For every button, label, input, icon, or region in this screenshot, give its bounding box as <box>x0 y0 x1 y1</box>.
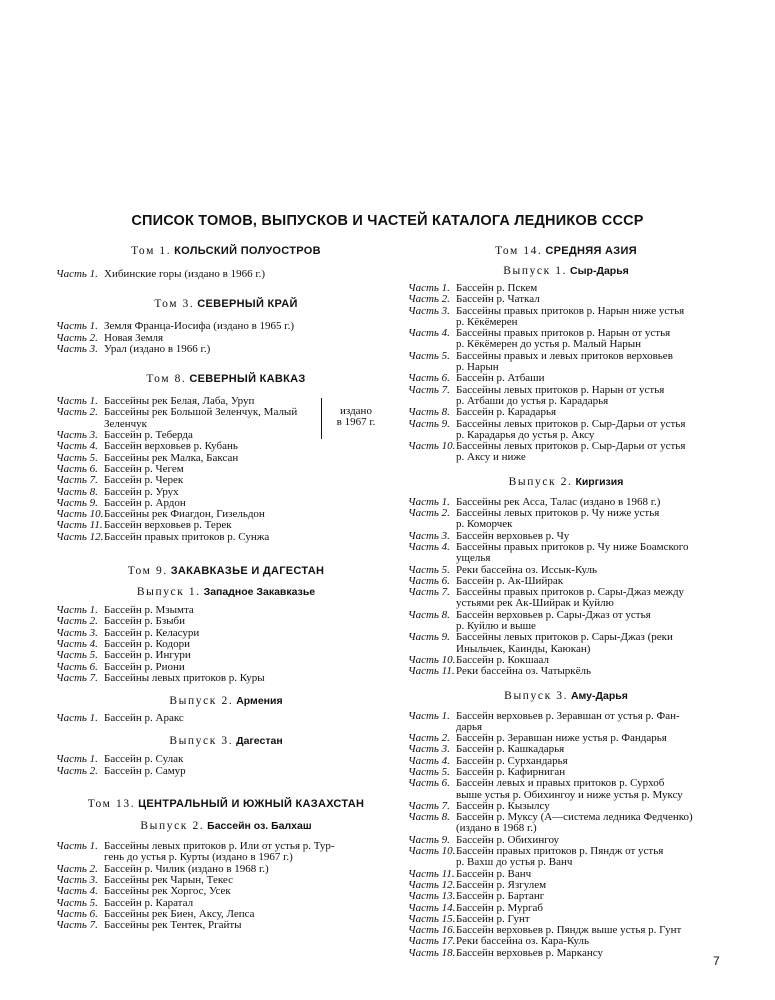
part-text: Бассейн р. Бзыби <box>104 615 186 628</box>
part-label: Часть 2. <box>56 331 98 344</box>
issue-heading <box>56 585 396 599</box>
part-text: Бассейн р. Чегем <box>104 462 184 475</box>
issue-parts <box>56 713 396 724</box>
volume-number: Том 9. <box>127 565 168 578</box>
part-text: р. Атбаши до устья р. Карадарья <box>456 394 609 407</box>
list-item <box>56 616 396 627</box>
left-column <box>56 244 396 931</box>
part-label: Часть 2. <box>408 507 450 520</box>
part-label <box>56 852 104 863</box>
part-label: Часть 6. <box>56 907 98 920</box>
part-text: Бассейны правых притоков р. Чу ниже Боамского <box>456 540 689 553</box>
part-label: Часть 3. <box>408 743 450 756</box>
part-text: Бассейн верховьев р. Чу <box>456 529 570 542</box>
part-text: Бассейны левых притоков р. Или от устья р. Тур- <box>104 840 335 853</box>
part-text: Бассейн р. Теберда <box>104 429 193 442</box>
part-text: Бассейн р. Урух <box>104 485 179 498</box>
part-label <box>408 452 456 463</box>
issue-heading <box>408 264 724 278</box>
part-label: Часть 6. <box>408 574 450 587</box>
part-text: Бассейн р. Чилик (издано в 1968 г.) <box>104 862 269 875</box>
list-item <box>408 632 724 643</box>
issue-number: Выпуск 1. <box>503 265 568 277</box>
part-label: Часть 14. <box>408 901 456 914</box>
part-label <box>408 519 456 530</box>
part-text: Бассейн правых притоков р. Сунжа <box>104 530 270 543</box>
part-text: Бассейн р. Риони <box>104 660 185 673</box>
part-label: Часть 1. <box>408 495 450 508</box>
part-label: Часть 18. <box>408 946 456 959</box>
part-label: Часть 2. <box>408 293 450 306</box>
part-text: Бассейны рек Биен, Аксу, Лепса <box>104 907 255 920</box>
part-label: Часть 11. <box>56 519 103 532</box>
part-label: Часть 6. <box>408 777 450 790</box>
volume-heading <box>56 372 396 386</box>
part-label: Часть 10. <box>408 653 456 666</box>
part-label: Часть 5. <box>56 896 98 909</box>
issue-number: Выпуск 2. <box>508 475 573 488</box>
part-label: Часть 4. <box>408 327 450 340</box>
part-text: Бассейн р. Муксу (А—система ледника Федченко) <box>456 811 693 824</box>
volume-parts <box>56 269 396 280</box>
part-label: Часть 1. <box>408 709 450 722</box>
part-label: Часть 5. <box>408 349 450 362</box>
list-item <box>56 886 396 897</box>
part-text: Бассейны левых притоков р. Нарын от устья <box>456 383 665 396</box>
part-text: дарья <box>456 720 483 733</box>
volume-heading <box>56 797 396 811</box>
part-text: Бассейны рек Большой Зеленчук, Малый <box>104 406 298 419</box>
part-text: Бассейн р. Кызылсу <box>456 799 550 812</box>
part-text: Бассейн р. Атбаши <box>456 372 545 385</box>
part-text: Бассейны левых притоков р. Сыр-Дарьи от устья <box>456 417 686 430</box>
bracket-note-line: издано <box>340 405 372 418</box>
part-text: Бассейны левых притоков р. Чу ниже устья <box>456 507 660 520</box>
part-text: Бассейн р. Ингури <box>104 649 191 662</box>
issue-parts <box>408 283 724 464</box>
issue-heading <box>56 819 396 833</box>
volume-name: СЕВЕРНЫЙ КРАЙ <box>197 298 298 311</box>
part-label: Часть 5. <box>56 451 98 464</box>
part-label: Часть 7. <box>56 474 98 487</box>
part-text: Бассейны рек Хоргос, Усек <box>104 885 231 898</box>
part-label: Часть 11. <box>408 867 455 880</box>
issue-name: Западное Закавказье <box>203 586 316 599</box>
part-label: Часть 6. <box>56 660 98 673</box>
part-text: ущелья <box>456 552 491 565</box>
part-text: Бассейны правых притоков р. Нарын от устья <box>456 327 671 340</box>
part-label: Часть 1. <box>56 395 98 408</box>
part-label: Часть 12. <box>408 878 456 891</box>
part-text: Бассейн р. Ванч <box>456 867 532 880</box>
volume-heading <box>56 297 396 311</box>
part-text: Бассейны рек Тентек, Ргайты <box>104 919 242 932</box>
part-label: Часть 4. <box>56 637 98 650</box>
issue-parts <box>408 497 724 678</box>
part-label: Часть 16. <box>408 924 456 937</box>
part-text: Бассейны левых притоков р. Сары-Джаз (реки <box>456 631 673 644</box>
volume-number: Том 1. <box>131 245 172 257</box>
part-text: Хибинские горы (издано в 1966 г.) <box>104 268 266 280</box>
part-label: Часть 3. <box>408 304 450 317</box>
issue-heading <box>56 734 396 748</box>
part-text: Бассейн р. Ардон <box>104 496 186 509</box>
part-label: Часть 7. <box>408 799 450 812</box>
volume-parts <box>56 321 396 355</box>
issue-name: Сыр-Дарья <box>570 265 629 277</box>
part-label <box>408 857 456 868</box>
part-text: Бассейн верховьев р. Терек <box>104 519 232 532</box>
list-item <box>56 441 396 452</box>
part-text: (издано в 1968 г.) <box>456 822 537 835</box>
list-item <box>56 475 396 486</box>
part-text: р. Куйлю и выше <box>456 620 536 633</box>
list-item <box>408 407 724 418</box>
part-label: Часть 7. <box>56 919 98 932</box>
part-label: Часть 9. <box>408 417 450 430</box>
part-label: Часть 5. <box>408 765 450 778</box>
issue-number: Выпуск 1. <box>136 586 201 599</box>
list-item <box>408 294 724 305</box>
part-label: Часть 4. <box>56 885 98 898</box>
part-text: устьями рек Ак-Шийрак и Куйлю <box>456 597 614 610</box>
part-text: Новая Земля <box>104 331 164 344</box>
issue-name: Киргизия <box>575 475 624 488</box>
part-text: Бассейны рек Асса, Талас (издано в 1968 г.) <box>456 495 661 508</box>
issue-number: Выпуск 3. <box>504 689 569 702</box>
part-text: Бассейн правых притоков р. Пяндж от устья <box>456 845 664 858</box>
issue-name: Дагестан <box>236 735 283 748</box>
list-item <box>56 532 396 543</box>
part-label: Часть 1. <box>56 712 98 725</box>
part-label: Часть 5. <box>408 563 450 576</box>
list-item <box>56 321 396 332</box>
volume-heading <box>56 244 396 258</box>
part-label: Часть 1. <box>408 282 450 294</box>
part-label: Часть 4. <box>408 754 450 767</box>
volume-name: КОЛЬСКИЙ ПОЛУОСТРОВ <box>174 245 321 257</box>
list-item <box>408 744 724 755</box>
list-item <box>408 553 724 564</box>
part-label: Часть 13. <box>408 890 456 903</box>
part-text: Бассейн р. Сулак <box>104 753 184 766</box>
list-item <box>56 344 396 355</box>
issue-parts <box>408 711 724 960</box>
part-text: Бассейн р. Каратал <box>104 896 194 909</box>
part-text: Бассейн р. Келасури <box>104 626 200 639</box>
issue-parts <box>56 605 396 684</box>
issue-name: Аму-Дарья <box>570 689 628 702</box>
part-text: Бассейн р. Пскем <box>456 282 538 294</box>
part-text: Бассейн левых и правых притоков р. Сурхоб <box>456 777 665 790</box>
part-text: Урал (издано в 1966 г.) <box>104 342 211 355</box>
part-text: Бассейн р. Язгулем <box>456 878 547 891</box>
part-label: Часть 7. <box>408 383 450 396</box>
part-text: р. Аксу и ниже <box>456 451 526 464</box>
part-text: Бассейн р. Черек <box>104 474 184 487</box>
part-text: Бассейны рек Фиагдон, Гизельдон <box>104 508 265 521</box>
part-text: Бассейн р. Карадарья <box>456 406 557 419</box>
part-text: Бассейн верховьев р. Кубань <box>104 440 238 453</box>
part-label: Часть 15. <box>408 912 456 925</box>
part-label: Часть 17. <box>408 935 456 948</box>
part-label: Часть 10. <box>56 508 104 521</box>
part-label: Часть 3. <box>56 342 98 355</box>
issue-number: Выпуск 2. <box>140 820 205 833</box>
part-label: Часть 8. <box>408 811 450 824</box>
issue-number: Выпуск 2. <box>169 695 234 708</box>
part-text: Земля Франца-Иосифа (издано в 1965 г.) <box>104 320 294 333</box>
part-label: Часть 3. <box>56 626 98 639</box>
part-text: р. Кёкёмерен <box>456 315 518 328</box>
part-label: Часть 5. <box>56 649 98 662</box>
part-text: Бассейны рек Чарын, Текес <box>104 873 233 886</box>
volume-heading <box>56 564 396 578</box>
part-text: Бассейн р. Кокшаал <box>456 653 549 666</box>
volume-number: Том 3. <box>154 298 195 311</box>
issue-heading <box>408 475 724 489</box>
part-text: выше устья р. Обихингоу и ниже устья р. Муксу <box>456 788 683 801</box>
part-text: Бассейн р. Кафирниган <box>456 765 566 778</box>
part-label: Часть 1. <box>56 320 98 333</box>
part-label: Часть 3. <box>56 873 98 886</box>
part-text: Бассейны рек Малка, Баксан <box>104 451 239 464</box>
part-label: Часть 1. <box>56 753 98 766</box>
part-label: Часть 3. <box>56 429 98 442</box>
part-text: Бассейн р. Сурхандарья <box>456 754 568 767</box>
issue-number: Выпуск 3. <box>169 735 234 748</box>
part-label <box>408 553 456 564</box>
page-title: СПИСОК ТОМОВ, ВЫПУСКОВ И ЧАСТЕЙ КАТАЛОГА ЛЕДНИКОВ СССР <box>131 213 644 229</box>
part-text: р. Нарын <box>456 361 499 374</box>
part-text: Бассейн р. Бартанг <box>456 890 545 903</box>
bracketed-parts <box>56 396 396 543</box>
page-number: 7 <box>713 954 720 968</box>
part-text: гень до устья р. Курты (издано в 1967 г.) <box>104 851 293 864</box>
part-text: Иныльчек, Каинды, Каюкан) <box>456 642 591 655</box>
list-item <box>56 920 396 931</box>
list-item <box>56 852 396 863</box>
part-text: Бассейны левых притоков р. Куры <box>104 671 265 684</box>
list-item <box>56 713 396 724</box>
bracket-note <box>326 406 386 429</box>
part-label: Часть 7. <box>56 671 98 684</box>
part-text: р. Коморчек <box>456 518 513 531</box>
part-text: Бассейны правых притоков р. Нарын ниже устья <box>456 304 685 317</box>
part-text: р. Кёкёмерен до устья р. Малый Нарын <box>456 338 642 351</box>
issue-parts <box>56 754 396 777</box>
part-label: Часть 2. <box>56 406 98 419</box>
part-label: Часть 9. <box>56 496 98 509</box>
part-text: Бассейны правых притоков р. Сары-Джаз между <box>456 586 685 599</box>
part-text: Бассейн р. Гунт <box>456 912 530 925</box>
part-label: Часть 8. <box>408 406 450 419</box>
part-label: Часть 6. <box>408 372 450 385</box>
right-column <box>408 244 724 959</box>
list-item <box>408 948 724 959</box>
volume-name: ЗАКАВКАЗЬЕ И ДАГЕСТАН <box>170 565 325 578</box>
part-label: Часть 12. <box>56 530 104 543</box>
part-label: Часть 4. <box>408 540 450 553</box>
part-text: Зеленчук <box>104 417 148 430</box>
part-label: Часть 2. <box>56 862 98 875</box>
volume-number: Том 13. <box>87 798 136 811</box>
part-text: Бассейн верховьев р. Зеравшан от устья р. Фан- <box>456 709 680 722</box>
issue-heading <box>408 689 724 703</box>
part-label: Часть 9. <box>408 631 450 644</box>
volume-name: ЦЕНТРАЛЬНЫЙ И ЮЖНЫЙ КАЗАХСТАН <box>138 798 365 811</box>
part-label: Часть 9. <box>408 833 450 846</box>
part-label: Часть 2. <box>408 732 450 745</box>
part-text: Бассейн р. Мургаб <box>456 901 544 914</box>
part-text: Бассейн р. Обихингоу <box>456 833 560 846</box>
part-text: Бассейн р. Самур <box>104 764 186 777</box>
bracket-note-line: в 1967 г. <box>336 416 376 429</box>
issue-parts <box>56 841 396 931</box>
list-item <box>408 857 724 868</box>
list-item <box>408 519 724 530</box>
part-text: Бассейн верховьев р. Пяндж выше устья р. Гунт <box>456 924 682 937</box>
part-text: Бассейн верховьев р. Маркансу <box>456 946 603 959</box>
part-text: Бассейн р. Ак-Шийрак <box>456 574 564 587</box>
part-label: Часть 3. <box>408 529 450 542</box>
part-text: р. Карадарья до устья р. Аксу <box>456 428 595 441</box>
part-text: Реки бассейна оз. Чатыркёль <box>456 665 592 678</box>
part-label: Часть 6. <box>56 462 98 475</box>
volume-heading <box>408 244 724 258</box>
list-item <box>408 891 724 902</box>
issue-name: Бассейн оз. Балхаш <box>207 820 312 833</box>
part-text: Бассейн р. Кашкадарья <box>456 743 565 756</box>
part-label: Часть 10. <box>408 440 456 453</box>
part-text: Бассейн верховьев р. Сары-Джаз от устья <box>456 608 651 621</box>
part-text: Бассейны левых притоков р. Сыр-Дарьи от устья <box>456 440 686 453</box>
volume-number: Том 14. <box>495 245 543 257</box>
part-label: Часть 11. <box>408 665 455 678</box>
part-text: Реки бассейна оз. Иссык-Куль <box>456 563 597 576</box>
list-item <box>56 766 396 777</box>
part-text: Бассейн р. Зеравшан ниже устья р. Фандарья <box>456 732 667 745</box>
list-item <box>408 452 724 463</box>
part-label: Часть 2. <box>56 764 98 777</box>
list-item <box>408 373 724 384</box>
part-text: Бассейны правых и левых притоков верховьев <box>456 349 673 362</box>
issue-name: Армения <box>236 695 283 708</box>
part-label: Часть 1. <box>56 604 98 617</box>
volume-name: СРЕДНЯЯ АЗИЯ <box>545 245 637 257</box>
part-text: Бассейн р. Мзымта <box>104 604 194 617</box>
list-item <box>56 269 396 280</box>
list-item <box>408 778 724 789</box>
part-text: Бассейн р. Кодори <box>104 637 190 650</box>
part-text: Бассейн р. Аракс <box>104 712 184 725</box>
part-label: Часть 8. <box>56 485 98 498</box>
part-label: Часть 7. <box>408 586 450 599</box>
issue-heading <box>56 694 396 708</box>
part-label: Часть 1. <box>56 268 98 280</box>
volume-number: Том 8. <box>146 373 187 386</box>
part-text: Бассейны рек Белая, Лаба, Уруп <box>104 395 255 408</box>
part-label: Часть 10. <box>408 845 456 858</box>
part-label: Часть 2. <box>56 615 98 628</box>
list-item <box>56 650 396 661</box>
part-label: Часть 8. <box>408 608 450 621</box>
part-label: Часть 1. <box>56 840 98 853</box>
part-text: Бассейн р. Чаткал <box>456 293 540 306</box>
list-item <box>408 666 724 677</box>
part-label: Часть 4. <box>56 440 98 453</box>
part-text: Реки бассейна оз. Кара-Куль <box>456 935 589 948</box>
part-text: р. Вахш до устья р. Ванч <box>456 856 573 869</box>
list-item <box>56 673 396 684</box>
volume-name: СЕВЕРНЫЙ КАВКАЗ <box>189 373 306 386</box>
